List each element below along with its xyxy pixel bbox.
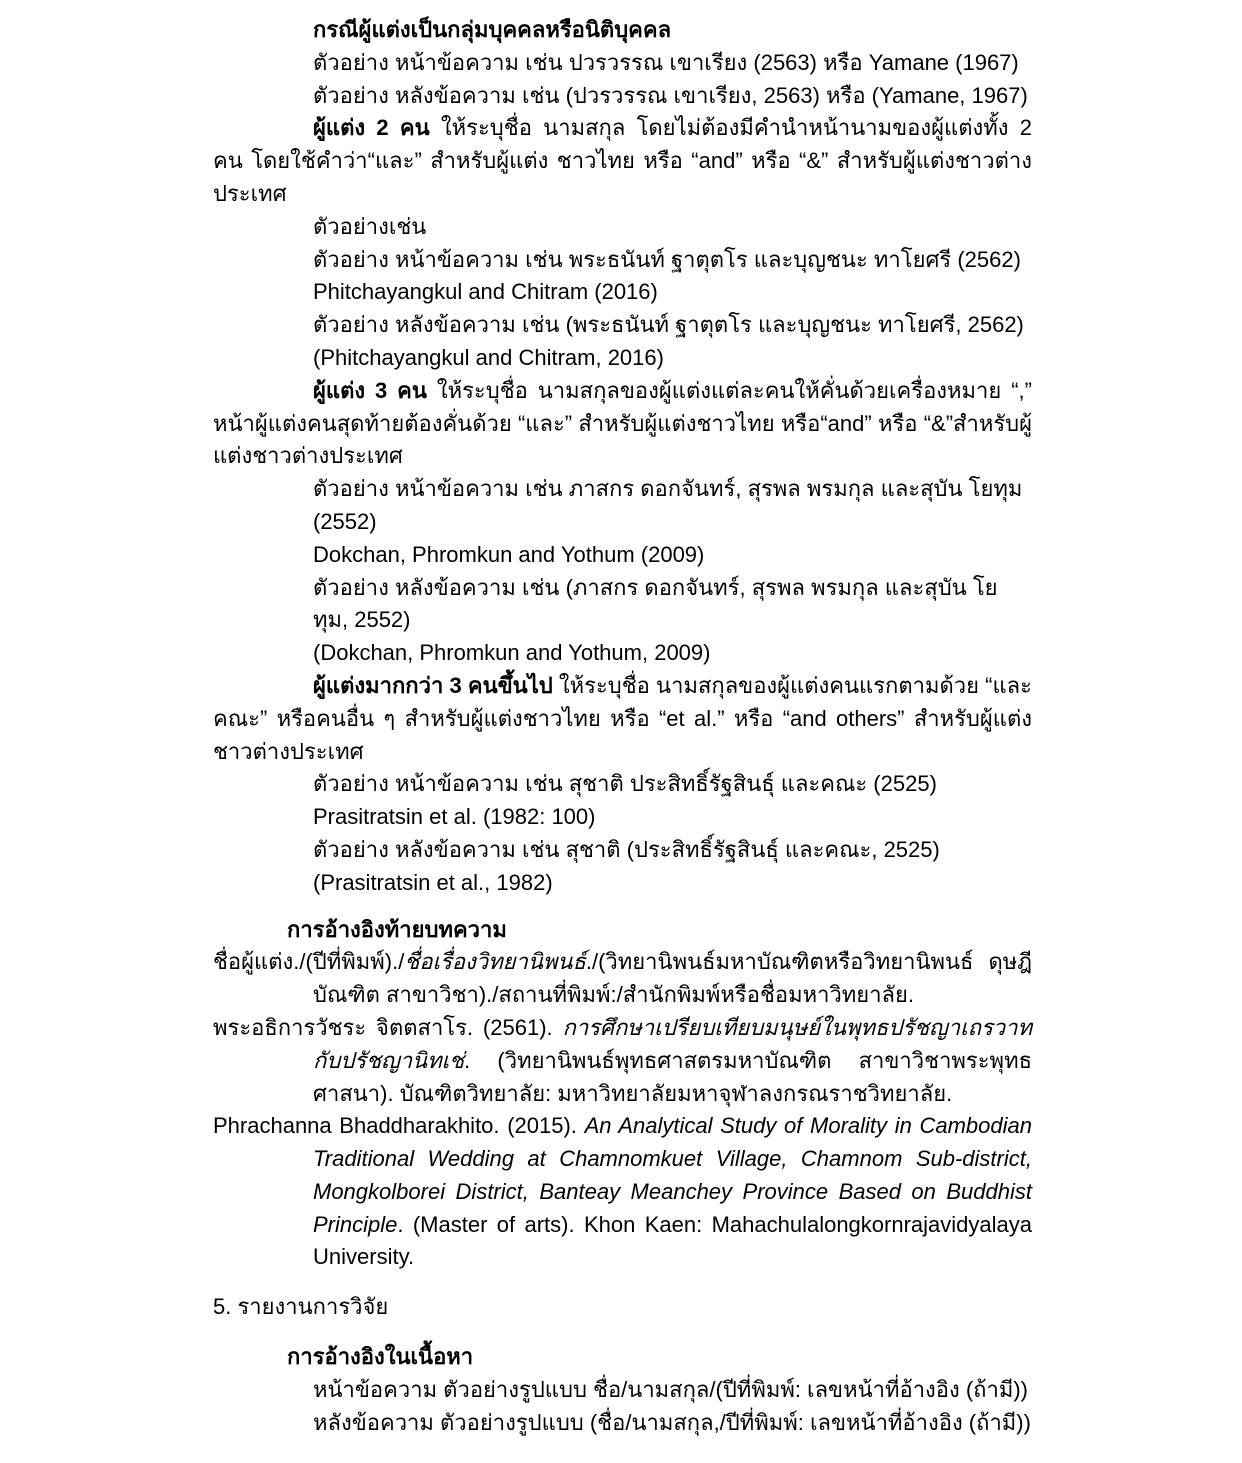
example-line: ตัวอย่าง หลังข้อความ เช่น (พระธนันท์ ฐาตุตโร และบุญชนะ ทาโยศรี, 2562) (313, 312, 1024, 338)
eng-ref-author-year: Phrachanna Bhaddharakhito. (2015). (213, 1113, 585, 1139)
paragraph-more-than-three-authors (213, 670, 1032, 768)
heading-three-authors: ผู้แต่ง 3 คน (313, 377, 427, 403)
heading-two-authors: ผู้แต่ง 2 คน (313, 115, 430, 141)
example-line: ตัวอย่าง หน้าข้อความ เช่น สุชาติ ประสิทธิ์รัฐสินธุ์ และคณะ (2525) (313, 771, 937, 797)
format-line-after-text: หลังข้อความ ตัวอย่างรูปแบบ (ชื่อ/นามสกุล,/ปีที่พิมพ์: เลขหน้าที่อ้างอิง (ถ้ามี)) (313, 1409, 1031, 1435)
example-line: Dokchan, Phromkun and Yothum (2009) (313, 541, 705, 567)
more-than-three-rule-text: ให้ระบุชื่อ นามสกุลของผู้แต่งคนแรกตามด้วย “และคณะ” หรือคนอื่น ๆ สำหรับผู้แต่งชาวไทย หรือ “et al.” หรือ “and others” สำหรับผู้แต่งชาวต่างประเทศ (213, 672, 1032, 764)
heading-in-text-citation: การอ้างอิงในเนื้อหา (287, 1344, 474, 1370)
format-part1: ชื่อผู้แต่ง./(ปีที่พิมพ์)./ (213, 949, 405, 975)
heading-end-reference: การอ้างอิงท้ายบทความ (287, 916, 507, 942)
heading-group-author: กรณีผู้แต่งเป็นกลุ่มบุคคลหรือนิติบุคคล (313, 17, 672, 42)
example-line: ตัวอย่าง หลังข้อความ เช่น (ภาสกร ดอกจันทร์, สุรพล พรมกุล และสุบัน โยทุม, 2552) (313, 574, 998, 633)
paragraph-three-authors (213, 375, 1032, 473)
reference-entry-english (213, 1110, 1032, 1274)
example-line: ตัวอย่าง หลังข้อความ เช่น สุชาติ (ประสิทธิ์รัฐสินธุ์ และคณะ, 2525) (313, 836, 940, 862)
heading-more-than-three-authors: ผู้แต่งมากกว่า 3 คนขึ้นไป (313, 672, 553, 698)
reference-format-pattern (213, 946, 1032, 1012)
example-line: Phitchayangkul and Chitram (2016) (313, 279, 658, 305)
example-line: Prasitratsin et al. (1982: 100) (313, 804, 596, 830)
thai-ref-publisher: . (วิทยานิพนธ์พุทธศาสตรมหาบัณฑิต สาขาวิชาพระพุทธศาสนา). บัณฑิตวิทยาลัย: มหาวิทยาลัยมหาจุฬาลงกรณราชวิทยาลัย. (313, 1047, 1032, 1106)
format-thesis-title: ชื่อเรื่องวิทยานิพนธ์ (404, 949, 586, 975)
eng-ref-title: An Analytical Study of Morality in Cambodian Traditional Wedding at Chamnomkuet Village, Chamnom Sub-district, Mongkolborei District, Banteay Meanchey Province Based on Buddhist Principle (313, 1113, 1032, 1237)
example-line: (Phitchayangkul and Chitram, 2016) (313, 344, 664, 370)
two-authors-rule-text: ให้ระบุชื่อ นามสกุล โดยไม่ต้องมีคำนำหน้านามของผู้แต่งทั้ง 2 คน โดยใช้คำว่า“และ” สำหรับผู้แต่ง ชาวไทย หรือ “and” หรือ “&” สำหรับผู้แต่งชาวต่างประเทศ (213, 115, 1032, 206)
example-line: ตัวอย่าง หน้าข้อความ เช่น ปวรวรรณ เขาเรียง (2563) หรือ Yamane (1967) (313, 49, 1019, 75)
paragraph-two-authors (213, 112, 1032, 210)
example-line: ตัวอย่าง หน้าข้อความ เช่น ภาสกร ดอกจันทร์, สุรพล พรมกุล และสุบัน โยทุม (2552) (313, 476, 1023, 534)
thai-ref-author-year: พระอธิการวัชระ จิตตสาโร. (2561). (213, 1014, 563, 1040)
example-line: ตัวอย่าง หลังข้อความ เช่น (ปวรวรรณ เขาเรียง, 2563) หรือ (Yamane, 1967) (313, 82, 1028, 108)
heading-research-report: 5. รายงานการวิจัย (213, 1294, 389, 1320)
reference-entry-thai (213, 1012, 1032, 1110)
example-line: (Dokchan, Phromkun and Yothum, 2009) (313, 640, 711, 666)
example-line: (Prasitratsin et al., 1982) (313, 869, 553, 895)
format-line-before-text: หน้าข้อความ ตัวอย่างรูปแบบ ชื่อ/นามสกุล/(ปีที่พิมพ์: เลขหน้าที่อ้างอิง (ถ้ามี)) (313, 1376, 1029, 1402)
example-line: ตัวอย่าง หน้าข้อความ เช่น พระธนันท์ ฐาตุตโร และบุญชนะ ทาโยศรี (2562) (313, 246, 1021, 272)
example-intro: ตัวอย่างเช่น (313, 213, 427, 239)
eng-ref-publisher: . (Master of arts). Khon Kaen: Mahachulalongkornrajavidyalaya University. (313, 1211, 1032, 1270)
format-part2: ./(วิทยานิพนธ์มหาบัณฑิตหรือวิทยานิพนธ์ ดุษฎีบัณฑิต สาขาวิชา)./สถานที่พิมพ์:/สำนักพิมพ์หรือชื่อมหาวิทยาลัย. (313, 949, 1032, 1008)
three-authors-rule-text: ให้ระบุชื่อ นามสกุลของผู้แต่งแต่ละคนให้คั่นด้วยเครื่องหมาย “,” หน้าผู้แต่งคนสุดท้ายต้องคั่นด้วย “และ” สำหรับผู้แต่งชาวไทย หรือ“and” หรือ “&”สำหรับผู้แต่งชาวต่างประเทศ (213, 377, 1032, 469)
thai-ref-title: การศึกษาเปรียบเทียบมนุษย์ในพุทธปรัชญาเถรวาทกับปรัชญานิทเช่ (313, 1014, 1032, 1073)
